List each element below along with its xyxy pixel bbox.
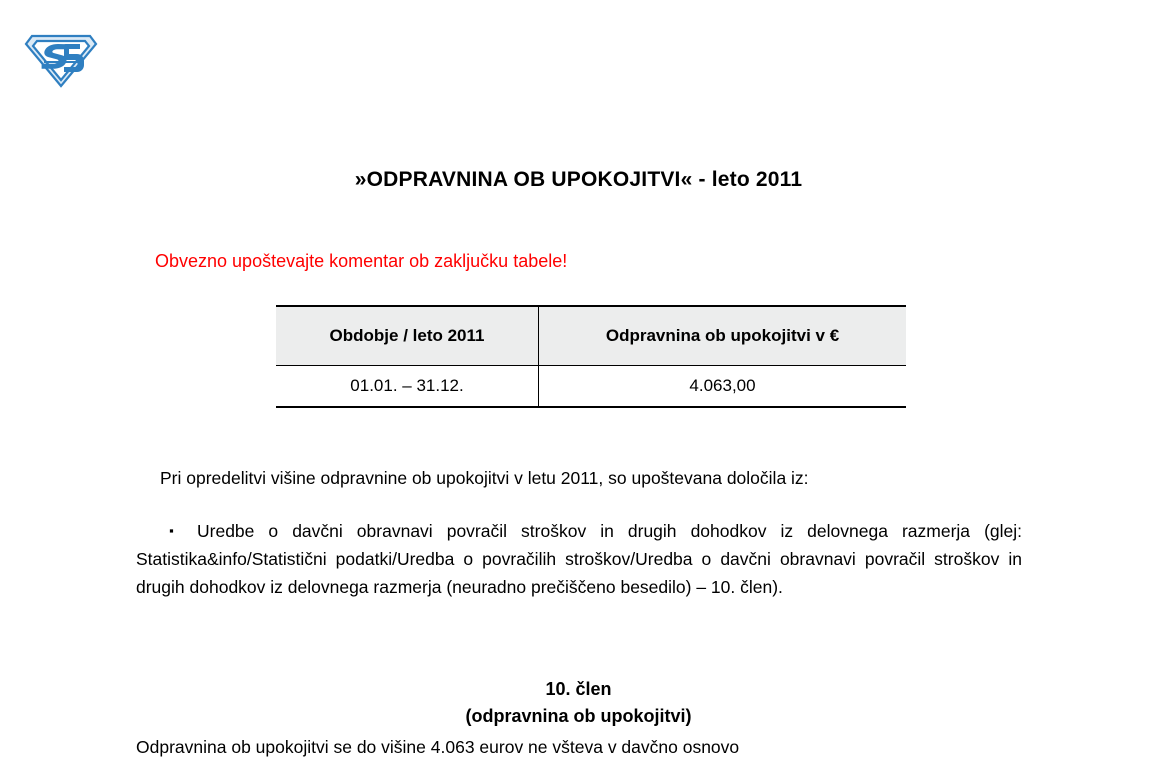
table-header-period: Obdobje / leto 2011: [276, 306, 539, 366]
sd-logo: [22, 30, 100, 92]
article-text-clipped: Odpravnina ob upokojitvi se do višine 4.063 eurov ne všteva v davčno osnovo: [136, 737, 740, 757]
table-cell-period: 01.01. – 31.12.: [276, 366, 539, 408]
paragraph-intro-text: Pri opredelitvi višine odpravnine ob upokojitvi v letu 2011, so upoštevana določila iz:: [160, 468, 809, 488]
square-bullet-icon: ▪: [160, 523, 183, 538]
page-title: »ODPRAVNINA OB UPOKOJITVI« - leto 2011: [354, 168, 803, 191]
table-header-row: [276, 306, 906, 366]
table-row: [276, 366, 906, 408]
severance-table-wrapper: [276, 305, 881, 408]
article-heading-title: (odpravnina ob upokojitvi): [465, 706, 692, 726]
article-heading-number: 10. člen: [545, 679, 612, 699]
table-cell-amount: 4.063,00: [539, 366, 907, 408]
red-warning-note: Obvezno upoštevajte komentar ob zaključku tabele!: [155, 251, 568, 271]
paragraph-bullet-text: Uredbe o davčni obravnavi povračil stroškov in drugih dohodkov iz delovnega razmerja (glej: Statistika&info/Statistični podatki/Uredba o povračilih stroškov/Uredba o davčni obravnavi povračil stroškov in drugih dohodkov iz delovnega razmerja (neuradno prečiščeno besedilo) – 10. člen).: [136, 521, 1022, 597]
paragraph-bullet: [136, 517, 1022, 601]
severance-table: [276, 305, 906, 408]
table-header-amount: Odpravnina ob upokojitvi v €: [539, 306, 907, 366]
paragraph-intro: [136, 464, 1022, 492]
